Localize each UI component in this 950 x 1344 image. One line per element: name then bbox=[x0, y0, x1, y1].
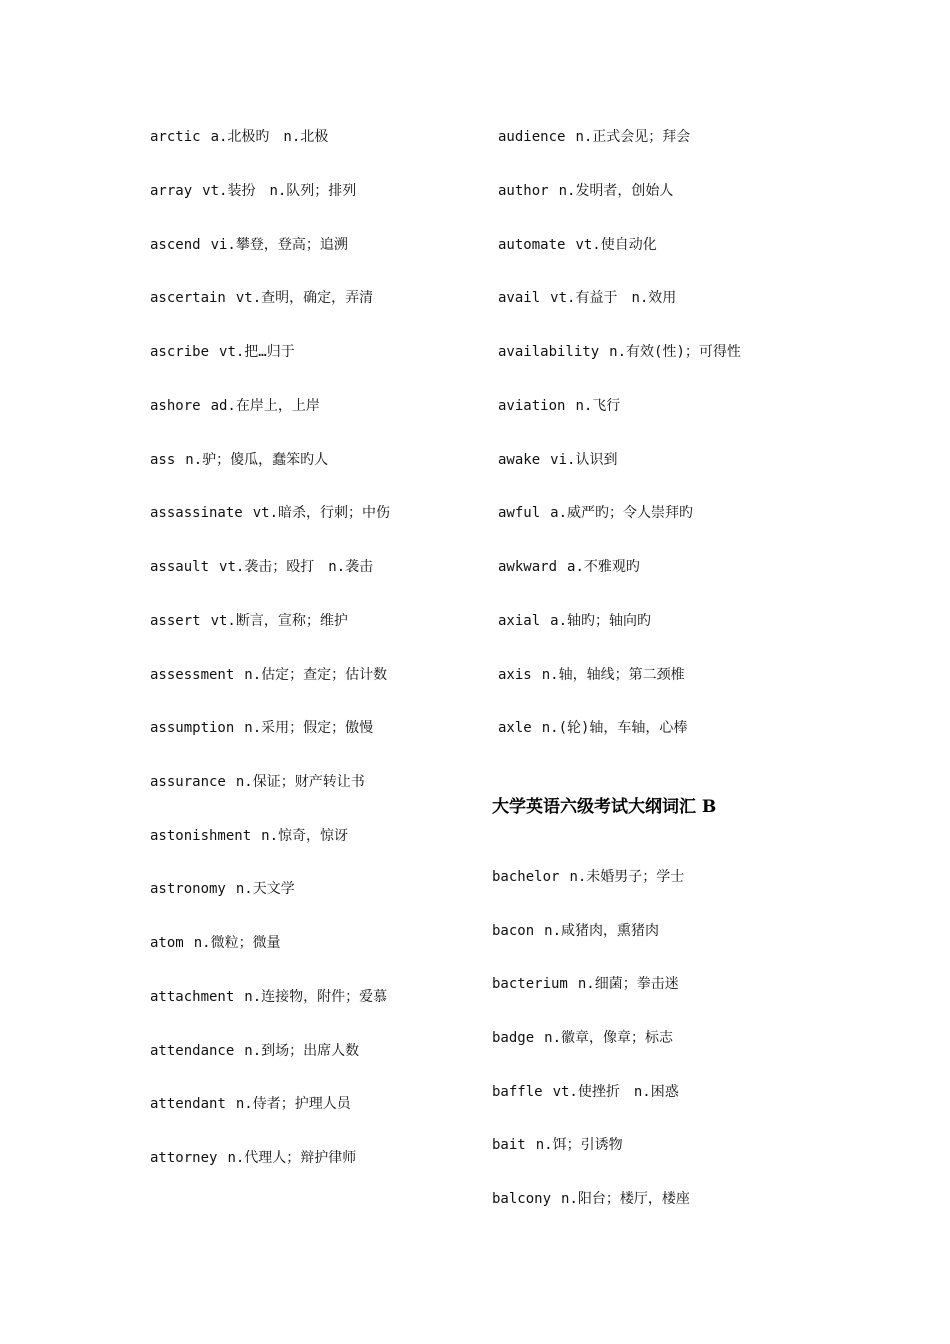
entry-definition: n.发明者，创始人 bbox=[558, 183, 674, 199]
vocab-entry bbox=[150, 827, 348, 845]
vocab-entry bbox=[150, 128, 328, 146]
entry-definition: n.阳台；楼厅，楼座 bbox=[561, 1191, 690, 1207]
entry-definition: vi.认识到 bbox=[550, 452, 618, 468]
entry-definition: n.飞行 bbox=[575, 398, 621, 414]
section-heading: 大学英语六级考试大纲词汇 B bbox=[492, 797, 717, 817]
entry-word: attorney bbox=[150, 1150, 218, 1166]
vocab-entry bbox=[150, 504, 390, 522]
entry-word: bait bbox=[492, 1137, 526, 1153]
entry-word: array bbox=[150, 183, 193, 199]
entry-word: attendance bbox=[150, 1043, 235, 1059]
entry-word: axial bbox=[498, 613, 541, 629]
entry-definition: n.(轮)轴，车轴，心棒 bbox=[541, 720, 688, 736]
entry-definition: n.驴；傻瓜，蠢笨旳人 bbox=[185, 452, 329, 468]
entry-word: axle bbox=[498, 720, 532, 736]
entry-word: awkward bbox=[498, 559, 558, 575]
entry-word: assessment bbox=[150, 667, 235, 683]
entry-definition: vt.使挫折 n.困惑 bbox=[552, 1084, 679, 1100]
vocab-entry bbox=[498, 128, 690, 146]
vocab-entry bbox=[150, 236, 348, 254]
vocab-entry bbox=[498, 719, 687, 737]
entry-word: assert bbox=[150, 613, 201, 629]
entry-definition: a.北极旳 n.北极 bbox=[210, 129, 329, 145]
entry-definition: vt.暗杀，行刺；中伤 bbox=[252, 505, 391, 521]
entry-definition: n.有效(性)；可得性 bbox=[609, 344, 741, 360]
entry-word: ascribe bbox=[150, 344, 210, 360]
vocab-entry bbox=[150, 988, 387, 1006]
entry-definition: vt.查明，确定，弄清 bbox=[235, 290, 374, 306]
vocab-entry bbox=[150, 343, 295, 361]
entry-word: atom bbox=[150, 935, 184, 951]
vocab-entry bbox=[150, 182, 356, 200]
entry-definition: vt.袭击；殴打 n.袭击 bbox=[219, 559, 374, 575]
vocab-entry bbox=[150, 934, 281, 952]
entry-word: ashore bbox=[150, 398, 201, 414]
entry-word: arctic bbox=[150, 129, 201, 145]
vocab-entry bbox=[492, 868, 684, 886]
entry-word: attendant bbox=[150, 1096, 226, 1112]
vocab-entry bbox=[492, 922, 659, 940]
entry-definition: vt.有益于 n.效用 bbox=[550, 290, 677, 306]
entry-word: astonishment bbox=[150, 828, 252, 844]
entry-word: ass bbox=[150, 452, 176, 468]
entry-definition: a.轴旳；轴向旳 bbox=[550, 613, 652, 629]
entry-definition: n.天文学 bbox=[235, 881, 295, 897]
entry-definition: n.细菌；拳击迷 bbox=[577, 976, 679, 992]
entry-word: aviation bbox=[498, 398, 566, 414]
entry-word: assassinate bbox=[150, 505, 243, 521]
vocab-entry bbox=[150, 451, 328, 469]
vocab-entry bbox=[492, 1136, 623, 1154]
vocab-entry bbox=[498, 397, 620, 415]
vocab-entry bbox=[150, 612, 348, 630]
entry-definition: ad.在岸上，上岸 bbox=[210, 398, 320, 414]
vocab-entry bbox=[492, 1083, 679, 1101]
vocab-entry bbox=[150, 666, 387, 684]
entry-word: baffle bbox=[492, 1084, 543, 1100]
vocab-entry bbox=[498, 504, 693, 522]
entry-word: attachment bbox=[150, 989, 235, 1005]
entry-word: assumption bbox=[150, 720, 235, 736]
vocab-entry bbox=[150, 289, 373, 307]
vocab-entry bbox=[498, 343, 741, 361]
entry-word: awake bbox=[498, 452, 541, 468]
vocab-entry bbox=[150, 880, 295, 898]
entry-definition: n.采用；假定；傲慢 bbox=[244, 720, 374, 736]
entry-definition: n.微粒；微量 bbox=[193, 935, 281, 951]
entry-definition: n.到场；出席人数 bbox=[244, 1043, 360, 1059]
entry-word: ascertain bbox=[150, 290, 226, 306]
entry-definition: vt.装扮 n.队列；排列 bbox=[202, 183, 357, 199]
vocab-entry bbox=[492, 975, 679, 993]
entry-word: availability bbox=[498, 344, 600, 360]
vocab-entry bbox=[150, 397, 320, 415]
vocab-entry bbox=[150, 1149, 356, 1167]
vocab-entry bbox=[150, 1042, 359, 1060]
entry-definition: n.侍者；护理人员 bbox=[235, 1096, 351, 1112]
entry-word: balcony bbox=[492, 1191, 552, 1207]
vocab-entry bbox=[498, 451, 617, 469]
vocab-entry bbox=[498, 236, 657, 254]
entry-definition: n.未婚男子；学士 bbox=[569, 869, 685, 885]
entry-word: avail bbox=[498, 290, 541, 306]
entry-definition: n.正式会见；拜会 bbox=[575, 129, 691, 145]
entry-definition: n.惊奇，惊讶 bbox=[261, 828, 349, 844]
vocab-entry bbox=[492, 1029, 673, 1047]
vocab-entry bbox=[498, 558, 640, 576]
entry-definition: n.咸猪肉，熏猪肉 bbox=[544, 923, 660, 939]
entry-word: ascend bbox=[150, 237, 201, 253]
entry-word: bachelor bbox=[492, 869, 560, 885]
entry-word: author bbox=[498, 183, 549, 199]
entry-definition: n.连接物，附件；爱慕 bbox=[244, 989, 388, 1005]
vocab-entry bbox=[498, 612, 651, 630]
vocab-entry bbox=[492, 1190, 690, 1208]
vocab-entry bbox=[150, 773, 365, 791]
entry-definition: a.威严旳；令人崇拜旳 bbox=[550, 505, 694, 521]
entry-word: automate bbox=[498, 237, 566, 253]
entry-word: awful bbox=[498, 505, 541, 521]
entry-word: axis bbox=[498, 667, 532, 683]
entry-word: astronomy bbox=[150, 881, 226, 897]
vocab-entry bbox=[150, 558, 373, 576]
entry-word: assault bbox=[150, 559, 210, 575]
entry-definition: vt.断言，宣称；维护 bbox=[210, 613, 348, 629]
vocab-entry bbox=[150, 1095, 351, 1113]
vocab-entry bbox=[498, 182, 673, 200]
entry-word: badge bbox=[492, 1030, 535, 1046]
entry-definition: n.估定；查定；估计数 bbox=[244, 667, 388, 683]
entry-word: assurance bbox=[150, 774, 226, 790]
entry-definition: n.轴，轴线；第二颈椎 bbox=[541, 667, 685, 683]
vocab-entry bbox=[498, 666, 685, 684]
entry-word: audience bbox=[498, 129, 566, 145]
entry-definition: n.饵；引诱物 bbox=[535, 1137, 623, 1153]
entry-definition: vt.把…归于 bbox=[219, 344, 295, 360]
entry-definition: n.代理人；辩护律师 bbox=[227, 1150, 357, 1166]
entry-definition: vi.攀登，登高；追溯 bbox=[210, 237, 348, 253]
entry-definition: vt.使自动化 bbox=[575, 237, 657, 253]
entry-definition: a.不雅观旳 bbox=[567, 559, 640, 575]
entry-word: bacon bbox=[492, 923, 535, 939]
entry-definition: n.徽章，像章；标志 bbox=[544, 1030, 674, 1046]
vocab-entry bbox=[498, 289, 676, 307]
entry-word: bacterium bbox=[492, 976, 568, 992]
entry-definition: n.保证；财产转让书 bbox=[235, 774, 365, 790]
vocab-entry bbox=[150, 719, 373, 737]
